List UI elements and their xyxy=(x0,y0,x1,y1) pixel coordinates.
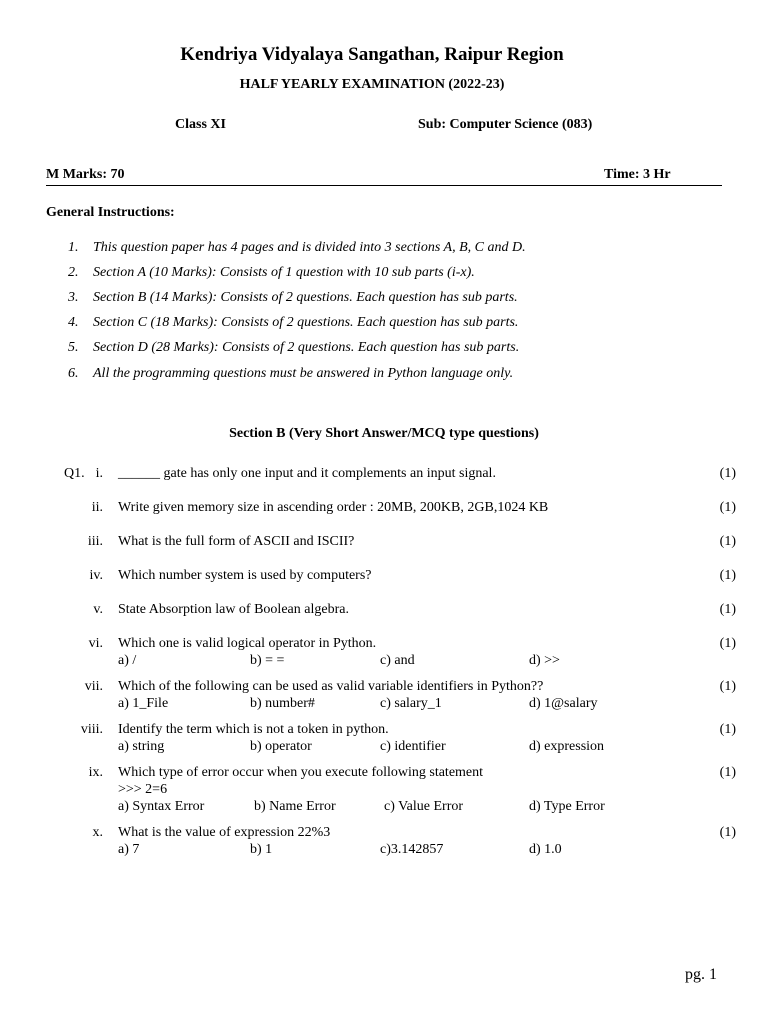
question-marks: (1) xyxy=(719,568,736,583)
subject-label: Sub: Computer Science (083) xyxy=(418,117,593,132)
instruction-text: All the programming questions must be answered in Python language only. xyxy=(93,366,514,381)
instruction-number: 3. xyxy=(68,290,79,305)
question-number: iii. xyxy=(87,534,103,549)
option-c: c) salary_1 xyxy=(380,696,442,711)
question-text: Write given memory size in ascending order : 20MB, 200KB, 2GB,1024 KB xyxy=(118,500,549,515)
option-c: c) Value Error xyxy=(384,799,464,814)
option-c: c) identifier xyxy=(380,739,446,754)
question-text: Which of the following can be used as valid variable identifiers in Python?? xyxy=(118,679,544,694)
question-number: viii. xyxy=(80,722,103,737)
option-d: d) >> xyxy=(529,653,560,668)
question-marks: (1) xyxy=(719,500,736,515)
question-group-label: Q1. xyxy=(64,466,85,481)
question-text: Which type of error occur when you execute following statement xyxy=(118,765,484,780)
question-marks: (1) xyxy=(719,722,736,737)
instruction-text: Section D (28 Marks): Consists of 2 questions. Each question has sub parts. xyxy=(93,340,520,355)
option-b: b) Name Error xyxy=(254,799,336,814)
instruction-number: 1. xyxy=(68,240,79,255)
instruction-number: 5. xyxy=(68,340,79,355)
question-text: ______ gate has only one input and it complements an input signal. xyxy=(118,466,496,481)
organization-title: Kendriya Vidyalaya Sangathan, Raipur Region xyxy=(180,44,564,65)
question-marks: (1) xyxy=(719,534,736,549)
question-number: ii. xyxy=(91,500,103,515)
instruction-text: Section A (10 Marks): Consists of 1 question with 10 sub parts (i-x). xyxy=(93,265,475,280)
option-a: a) 1_File xyxy=(118,696,169,711)
question-text: Identify the term which is not a token in python. xyxy=(118,722,389,737)
option-b: b) operator xyxy=(250,739,312,754)
question-text: What is the full form of ASCII and ISCII? xyxy=(118,534,355,549)
option-d: d) 1.0 xyxy=(529,842,562,857)
page-number: pg. 1 xyxy=(685,966,717,983)
option-b: b) 1 xyxy=(250,842,273,857)
question-text: What is the value of expression 22%3 xyxy=(118,825,331,840)
option-b: b) number# xyxy=(250,696,315,711)
question-marks: (1) xyxy=(719,602,736,617)
instruction-number: 4. xyxy=(68,315,79,330)
section-title: Section B (Very Short Answer/MCQ type questions) xyxy=(229,426,539,441)
max-marks: M Marks: 70 xyxy=(46,167,125,182)
option-a: a) 7 xyxy=(118,842,140,857)
option-a: a) string xyxy=(118,739,165,754)
question-number: iv. xyxy=(89,568,103,583)
question-number: x. xyxy=(92,825,103,840)
option-b: b) = = xyxy=(250,653,285,668)
question-marks: (1) xyxy=(719,636,736,651)
instruction-text: Section B (14 Marks): Consists of 2 questions. Each question has sub parts. xyxy=(93,290,518,305)
option-d: d) 1@salary xyxy=(529,696,598,711)
question-marks: (1) xyxy=(719,825,736,840)
instruction-number: 6. xyxy=(68,366,79,381)
question-number: vi. xyxy=(88,636,103,651)
question-marks: (1) xyxy=(719,679,736,694)
question-number: vii. xyxy=(84,679,103,694)
question-statement: >>> 2=6 xyxy=(118,782,168,797)
instruction-text: Section C (18 Marks): Consists of 2 questions. Each question has sub parts. xyxy=(93,315,519,330)
instruction-text: This question paper has 4 pages and is divided into 3 sections A, B, C and D. xyxy=(93,240,526,255)
option-c: c)3.142857 xyxy=(380,842,444,857)
question-number: v. xyxy=(93,602,103,617)
option-c: c) and xyxy=(380,653,415,668)
question-text: Which number system is used by computers? xyxy=(118,568,372,583)
instruction-number: 2. xyxy=(68,265,79,280)
exam-title: HALF YEARLY EXAMINATION (2022-23) xyxy=(239,77,505,92)
option-a: a) Syntax Error xyxy=(118,799,205,814)
header-divider xyxy=(46,185,722,186)
question-text: Which one is valid logical operator in Python. xyxy=(118,636,377,651)
option-a: a) / xyxy=(118,653,137,668)
question-number: ix. xyxy=(88,765,103,780)
instructions-heading: General Instructions: xyxy=(46,205,175,220)
question-marks: (1) xyxy=(719,765,736,780)
question-text: State Absorption law of Boolean algebra. xyxy=(118,602,349,617)
question-marks: (1) xyxy=(719,466,736,481)
class-label: Class XI xyxy=(175,117,226,132)
option-d: d) Type Error xyxy=(529,799,605,814)
time-allowed: Time: 3 Hr xyxy=(604,167,671,182)
question-number: i. xyxy=(95,466,103,481)
option-d: d) expression xyxy=(529,739,605,754)
